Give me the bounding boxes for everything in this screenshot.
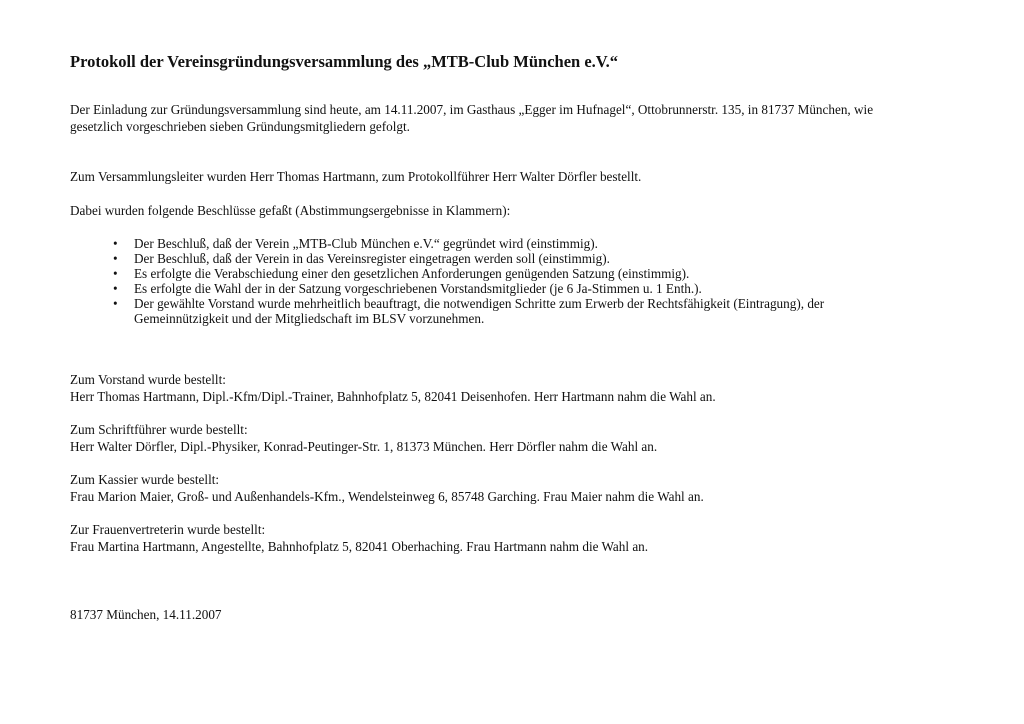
decision-item [106,236,824,251]
decision-item [106,266,824,281]
decision-item [106,251,824,266]
bullet-icon: • [113,266,118,281]
section-kassier [70,471,704,505]
section-text: Herr Walter Dörfler, Dipl.-Physiker, Konrad-Peutinger-Str. 1, 81373 München. Herr Dörfler nahm die Wahl an. [70,439,658,454]
decision-text: Der gewählte Vorstand wurde mehrheitlich beauftragt, die notwendigen Schritte zum Erwerb der Rechtsfähigkeit (Eintragung), der [134,296,825,311]
decision-item [106,281,824,296]
decision-text: Der Beschluß, daß der Verein „MTB-Club München e.V.“ gegründet wird (einstimmig). [134,236,598,251]
decision-text: Der Beschluß, daß der Verein in das Vereinsregister eingetragen werden soll (einstimmig). [134,251,610,266]
bullet-icon: • [113,281,118,296]
section-text: Frau Marion Maier, Groß- und Außenhandels-Kfm., Wendelsteinweg 6, 85748 Garching. Frau Maier nahm die Wahl an. [70,489,704,504]
intro-line: gesetzlich vorgeschrieben sieben Gründungsmitgliedern gefolgt. [70,119,410,134]
decision-text-continuation: Gemeinnützigkeit und der Mitgliedschaft im BLSV vorzunehmen. [134,311,485,326]
section-text: Herr Thomas Hartmann, Dipl.-Kfm/Dipl.-Trainer, Bahnhofplatz 5, 82041 Deisenhofen. Herr Hartmann nahm die Wahl an. [70,389,716,404]
decision-text: Es erfolgte die Wahl der in der Satzung vorgeschriebenen Vorstandsmitglieder (je 6 Ja-Stimmen u. 1 Enth.). [134,281,702,296]
section-schriftfuehrer [70,421,657,455]
decisions-list [106,236,824,326]
decisions-intro: Dabei wurden folgende Beschlüsse gefaßt (Abstimmungsergebnisse in Klammern): [70,203,511,218]
document-title: Protokoll der Vereinsgründungsversammlung des „MTB-Club München e.V.“ [70,52,618,71]
intro-paragraph [70,101,873,135]
section-heading: Zum Schriftführer wurde bestellt: [70,422,248,437]
place-and-date: 81737 München, 14.11.2007 [70,607,222,622]
section-heading: Zur Frauenvertreterin wurde bestellt: [70,522,266,537]
intro-line: Der Einladung zur Gründungsversammlung sind heute, am 14.11.2007, im Gasthaus „Egger im Hufnagel“, Ottobrunnerstr. 135, in 81737 München, wie [70,102,874,117]
decision-text: Es erfolgte die Verabschiedung einer den gesetzlichen Anforderungen genügenden Satzung (einstimmig). [134,266,690,281]
decision-item [106,296,824,326]
section-heading: Zum Kassier wurde bestellt: [70,472,220,487]
bullet-icon: • [113,251,118,266]
section-text: Frau Martina Hartmann, Angestellte, Bahnhofplatz 5, 82041 Oberhaching. Frau Hartmann nahm die Wahl an. [70,539,649,554]
section-heading: Zum Vorstand wurde bestellt: [70,372,226,387]
bullet-icon: • [113,296,118,311]
leaders-paragraph: Zum Versammlungsleiter wurden Herr Thomas Hartmann, zum Protokollführer Herr Walter Dörfler bestellt. [70,169,642,184]
section-frauenvertreterin [70,521,648,555]
bullet-icon: • [113,236,118,251]
section-vorstand [70,371,716,405]
